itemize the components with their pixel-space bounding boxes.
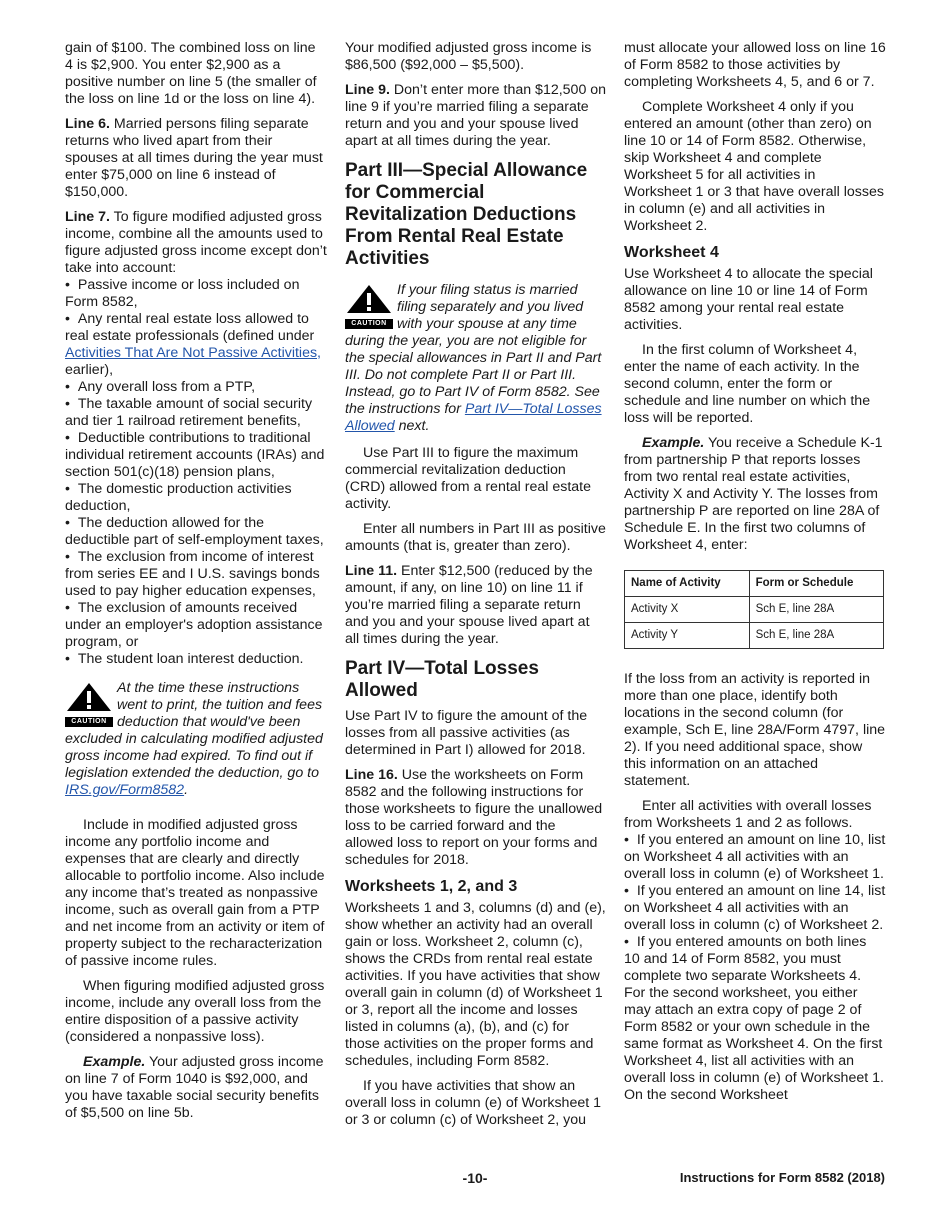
line7-label: Line 7. xyxy=(65,209,110,225)
list-item: • Deductible contributions to traditional individual retirement accounts (IRAs) and section 501(c)(18) pension plans, xyxy=(65,430,327,481)
list-item: • The exclusion from income of interest from series EE and I U.S. savings bonds used to pay higher education expenses, xyxy=(65,549,327,600)
column-1 xyxy=(65,40,327,1130)
paragraph: In the first column of Worksheet 4, enter the name of each activity. In the second column, enter the form or schedule and line number on which the loss will be reported. xyxy=(624,342,871,426)
paragraph: When figuring modified adjusted gross income, include any overall loss from the entire disposition of a passive activity (considered a nonpassive loss). xyxy=(65,978,325,1045)
line6-label: Line 6. xyxy=(65,116,110,132)
paragraph: Include in modified adjusted gross income any portfolio income and expenses that are clearly and directly allocable to portfolio income. Also include any income that’s treated as nonpassive income, such as overall gain from a PTP and net income from an activity or item of property subject to the recharacterization of passive income rules. xyxy=(65,817,325,969)
table-cell: Activity X xyxy=(625,597,750,623)
irs-form8582-link[interactable]: IRS.gov/Form8582 xyxy=(65,782,185,798)
part3-heading: Part III—Special Allowance for Commercial Revitalization Deductions From Rental Real Estate Activities xyxy=(345,160,588,269)
paragraph: must allocate your allowed loss on line 16 of Form 8582 to those activities by completing Worksheets 4, 5, and 6 or 7. xyxy=(624,40,886,90)
paragraph: Enter all activities with overall losses from Worksheets 1 and 2 as follows. xyxy=(624,798,872,831)
activities-not-passive-link[interactable]: Activities That Are Not Passive Activities, xyxy=(65,345,321,361)
list-item: • Any overall loss from a PTP, xyxy=(65,379,327,396)
table-row xyxy=(625,597,884,623)
list-item: • If you entered amounts on both lines 10 and 14 of Form 8582, you must complete two separate Worksheets 4. For the second worksheet, you either may attach an extra copy of page 2 of Form 8582 or your own schedule in the same format as Worksheet 4. On the first Worksheet 4, list all activities with an overall loss in column (e) of Worksheet 1. On the second Worksheet xyxy=(624,934,886,1104)
table-header: Name of Activity xyxy=(625,571,750,597)
list-item: • If you entered an amount on line 10, list on Worksheet 4 all activities with an overall loss in column (e) of Worksheet 1. xyxy=(624,832,886,883)
paragraph: If the loss from an activity is reported in more than one place, identify both locations in the second column (for example, Sch E, line 28A/Form 4797, line 2). If you need additional space, show this information on an attached statement. xyxy=(624,671,886,789)
worksheet4-heading: Worksheet 4 xyxy=(624,244,719,261)
line6-paragraph: Line 6. Married persons filing separate returns who lived apart from their spouses at all times during the year must enter $75,000 on line 6 instead of $150,000. xyxy=(65,116,323,200)
list-item: • The domestic production activities deduction, xyxy=(65,481,327,515)
table-cell: Activity Y xyxy=(625,623,750,649)
list-item: • The exclusion of amounts received under an employer's adoption assistance program, or xyxy=(65,600,327,651)
worksheet4-example-table xyxy=(624,570,884,649)
caution-note: CAUTION If your filing status is married filing separately and you lived with your spouse at any time during the year, you are not eligible for the special allowances in Part II and Part III. Do not complete Part II or Part III. Instead, go to Part IV of Form 8582. See the instructions for Part IV—Total Losses Allowed next. xyxy=(345,282,602,434)
list-item: • The deduction allowed for the deductible part of self-employment taxes, xyxy=(65,515,327,549)
page-number: -10- xyxy=(462,1170,488,1186)
document-title: Instructions for Form 8582 (2018) xyxy=(679,1170,885,1185)
paragraph: gain of $100. The combined loss on line 4 is $2,900. You enter $2,900 as a positive number on line 5 (the smaller of the loss on line 1d or the loss on line 4). xyxy=(65,40,317,107)
list-item: • The student loan interest deduction. xyxy=(65,651,327,668)
table-row xyxy=(625,623,884,649)
line9-paragraph: Line 9. Don’t enter more than $12,500 on line 9 if you’re married filing a separate return and you and your spouse lived apart at all times during the year. xyxy=(345,82,607,149)
part4-heading: Part IV—Total Losses Allowed xyxy=(345,658,539,701)
list-item: • Passive income or loss included on Form 8582, xyxy=(65,277,327,311)
paragraph: Complete Worksheet 4 only if you entered an amount (other than zero) on line 10 or 14 of Form 8582. Otherwise, skip Worksheet 4 and complete Worksheet 5 for all activities in Worksheet 1 or 3 that have overall losses in column (e) and all activities in Worksheet 2. xyxy=(624,99,884,234)
table-header: Form or Schedule xyxy=(749,571,883,597)
worksheets-heading: Worksheets 1, 2, and 3 xyxy=(345,878,518,895)
table-cell: Sch E, line 28A xyxy=(749,597,883,623)
line16-paragraph: Line 16. Use the worksheets on Form 8582 and the following instructions for those worksheets to figure the unallowed loss to be carried forward and the allowed loss to report on your forms and schedules for 2018. xyxy=(345,767,603,868)
line7-paragraph: Line 7. To figure modified adjusted gross income, combine all the amounts used to figure adjusted gross income except don’t take into account: xyxy=(65,209,327,276)
paragraph: Enter all numbers in Part III as positive amounts (that is, greater than zero). xyxy=(345,521,606,554)
table-header-row xyxy=(625,571,884,597)
paragraph: Your modified adjusted gross income is $86,500 ($92,000 – $5,500). xyxy=(345,40,592,73)
column-2 xyxy=(345,40,607,1137)
list-item: • Any rental real estate loss allowed to real estate professionals (defined under Activities That Are Not Passive Activities, earlier), xyxy=(65,311,327,379)
part4-link[interactable]: Part IV—Total Losses Allowed xyxy=(345,401,602,434)
list-item: • The taxable amount of social security and tier 1 railroad retirement benefits, xyxy=(65,396,327,430)
paragraph: Worksheets 1 and 3, columns (d) and (e), show whether an activity had an overall gain or loss. Worksheet 2, column (c), shows the CRDs from rental real estate activities. If you have activities that show overall gain in column (d) of Worksheet 1 or 3, report all the income and losses listed in columns (a), (b), and (c) for those activities on the proper forms and schedules, including Form 8582. xyxy=(345,900,606,1069)
paragraph: Use Worksheet 4 to allocate the special allowance on line 10 or line 14 of Form 8582 among your rental real estate activities. xyxy=(624,266,873,333)
caution-note: CAUTION At the time these instructions went to print, the tuition and fees deduction that would've been excluded in calculating modified adjusted gross income had expired. To find out if legislation extended the deduction, go to IRS.gov/Form8582. xyxy=(65,680,323,798)
table-cell: Sch E, line 28A xyxy=(749,623,883,649)
line11-paragraph: Line 11. Enter $12,500 (reduced by the amount, if any, on line 10) on line 11 if you’re married filing a separate return and you and your spouse lived apart at all times during the year. xyxy=(345,563,593,647)
paragraph: If you have activities that show an overall loss in column (e) of Worksheet 1 or 3 or column (c) of Worksheet 2, you xyxy=(345,1078,602,1128)
column-3 xyxy=(624,40,886,1104)
caution-icon: CAUTION xyxy=(65,682,113,728)
example-paragraph: Example. Your adjusted gross income on line 7 of Form 1040 is $92,000, and you have taxable social security benefits of $5,500 on line 5b. xyxy=(65,1054,324,1121)
example-paragraph: Example. You receive a Schedule K-1 from partnership P that reports losses from two rental real estate activities, Activity X and Activity Y. The losses from partnership P are reported on line 28A of Schedule E. In the first two columns of Worksheet 4, enter: xyxy=(624,435,883,553)
caution-icon: CAUTION xyxy=(345,284,393,330)
paragraph: Use Part IV to figure the amount of the losses from all passive activities (as determined in Part I) allowed for 2018. xyxy=(345,708,588,758)
list-item: • If you entered an amount on line 14, list on Worksheet 4 all activities with an overall loss in column (c) of Worksheet 2. xyxy=(624,883,886,934)
paragraph: Use Part III to figure the maximum commercial revitalization deduction (CRD) allowed from a rental real estate activity. xyxy=(345,445,592,512)
